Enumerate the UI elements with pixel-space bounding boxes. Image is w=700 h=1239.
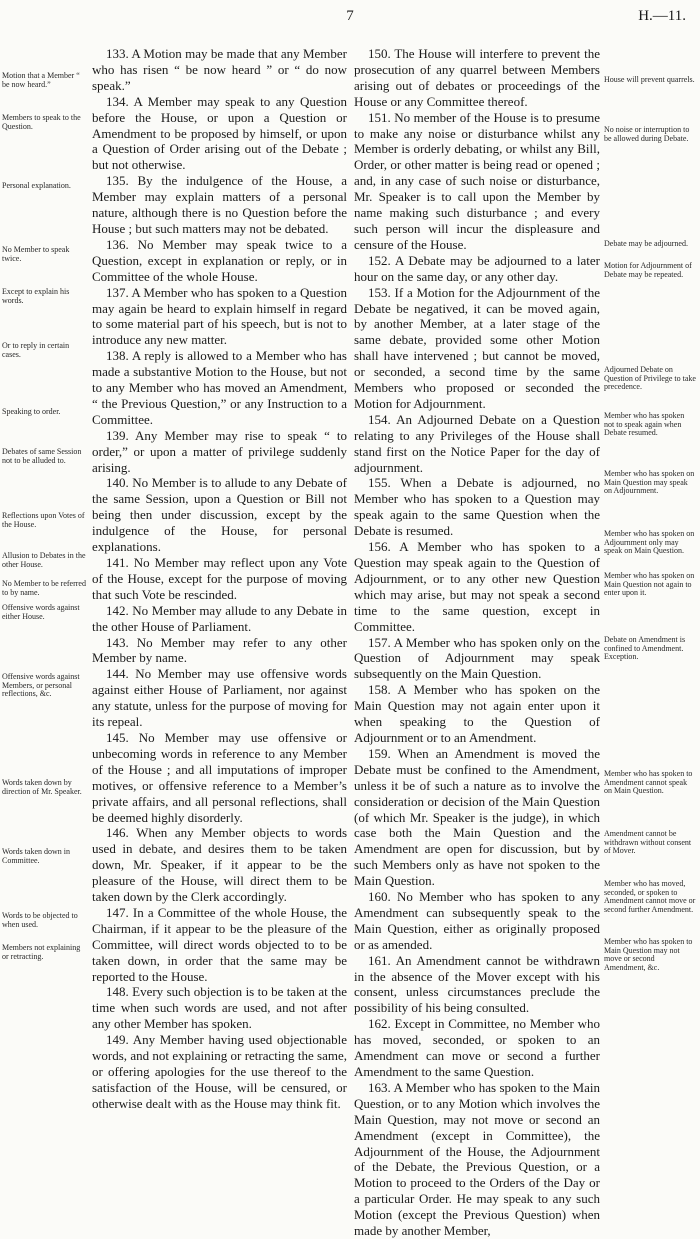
rule-163: 163. A Member who has spoken to the Main Question, or to any Motion which involves the Main Question, may not move or second an Amendment (except in Committee), the Adjournment of the House, the Adjournment of the Debate, the Previous Question, or a Motion to proceed to the Orders of the Day or a particular Order. He may speak to any such Motion (except the Previous Question) when made by another Member, — [354, 1079, 600, 1239]
rule-136: 136. No Member may speak twice to a Question, except in explanation or reply, or in Committee of the whole House. — [92, 236, 347, 284]
margin-note: Debate on Amendment is confined to Amendment. Exception. — [604, 635, 686, 662]
rule-157: 157. A Member who has spoken only on the Question of Adjournment may speak subsequently on the Main Question. — [354, 634, 600, 682]
margin-note: Member who has spoken to Main Question may not move or second Amendment, &c. — [604, 937, 693, 972]
rule-148: 148. Every such objection is to be taken at the time when such words are used, and not after any other Member has spoken. — [92, 984, 347, 1032]
margin-note: Members not explaining or retracting. — [2, 943, 81, 961]
left-column — [2, 46, 347, 1111]
rule-162: 162. Except in Committee, no Member who has moved, seconded, or spoken to an Amendment can move or second a further Amendment to the same Question. — [354, 1016, 600, 1079]
margin-note: Or to reply in certain cases. — [2, 341, 70, 359]
rule-156: 156. A Member who has spoken to a Question may speak again to the Question of Adjournment, or to any other new Question which may arise, but may not speak a second time to the same question, except in Committee. — [354, 539, 600, 634]
rule-134: 134. A Member may speak to any Question before the House, or upon a Question or Amendment to be proposed by himself, or upon a Question of Order arising out of the Debate ; but not otherwise. — [92, 93, 347, 173]
right-main-text — [354, 46, 600, 1239]
margin-note: Motion for Adjournment of Debate may be repeated. — [604, 261, 692, 279]
margin-note: Offensive words against either House. — [2, 603, 80, 621]
margin-note: No noise or interruption to be allowed during Debate. — [604, 125, 690, 143]
margin-note: No Member to speak twice. — [2, 245, 70, 263]
margin-note: Member who has moved, seconded, or spoken to Amendment cannot move or second further Amendment. — [604, 879, 696, 914]
rule-145: 145. No Member may use offensive or unbecoming words in reference to any Member of the House ; and all imputations of improper motives, or offensive reference to a Member’s private affairs, and all personal reflections, shall be deemed highly disorderly. — [92, 729, 347, 825]
rule-159: 159. When an Amendment is moved the Debate must be confined to the Amendment, unless it be of such a nature as to involve the consideration or decision of the Main Question (of which Mr. Speaker is the judge), in which case both the Main Question and the Amendment are open for discussion, but by such Members only as have not spoken to the Main Question. — [354, 745, 600, 889]
margin-note: Offensive words against Members, or personal reflections, &c. — [2, 672, 80, 699]
rule-154: 154. An Adjourned Debate on a Question relating to any Privileges of the House shall stand first on the Notice Paper for the day of adjournment. — [354, 411, 600, 475]
rule-161: 161. An Amendment cannot be withdrawn in the absence of the Mover except with his consent, unless circumstances preclude the possibility of his being consulted. — [354, 952, 600, 1016]
rule-160: 160. No Member who has spoken to any Amendment can subsequently speak to the Main Question, either as originally proposed or as amended. — [354, 889, 600, 952]
rule-135: 135. By the indulgence of the House, a Member may explain matters of a personal nature, although there is no Question before the House ; but such matters may not be debated. — [92, 173, 347, 236]
margin-note: Motion that a Member “ be now heard.” — [2, 71, 80, 89]
margin-note: House will prevent quarrels. — [604, 75, 695, 84]
margin-note: Adjourned Debate on Question of Privilege to take precedence. — [604, 365, 696, 392]
right-column — [354, 46, 696, 1239]
rule-138: 138. A reply is allowed to a Member who has made a substantive Motion to the House, but not to any Member who has moved an Amendment, “ the Previous Question,” or any Instruction to a Committee. — [92, 348, 347, 427]
rule-146: 146. When any Member objects to words used in debate, and desires them to be taken down, Mr. Speaker, if it appear to be the pleasure of the House, will direct them to be taken down by the Clerk accordingly. — [92, 825, 347, 905]
margin-note: Reflections upon Votes of the House. — [2, 511, 85, 529]
rule-147: 147. In a Committee of the whole House, the Chairman, if it appear to be the pleasure of the Committee, will direct words objected to to be taken down, in order that the same may be reported to the House. — [92, 904, 347, 984]
rule-149: 149. Any Member having used objectionable words, and not explaining or retracting the same, or offering apologies for the use thereof to the satisfaction of the House, will be censured, or otherwise dealt with as the House may think fit. — [92, 1032, 347, 1111]
rule-144: 144. No Member may use offensive words against either House of Parliament, nor against any statute, unless for the purpose of moving for its repeal. — [92, 666, 347, 730]
rule-141: 141. No Member may reflect upon any Vote of the House, except for the purpose of moving that such Vote be rescinded. — [92, 555, 347, 602]
rule-155: 155. When a Debate is adjourned, no Member who has spoken to a Question may speak again to the same Question when the Debate is resumed. — [354, 475, 600, 539]
rule-153: 153. If a Motion for the Adjournment of the Debate be negatived, it can be moved again, by another Member, at a later stage of the same debate, provided some other Motion shall have intervened ; but cannot be moved, or seconded, a second time by the same Members who proposed or seconded the Motion for Adjournment. — [354, 284, 600, 411]
rule-152: 152. A Debate may be adjourned to a later hour on the same day, or any other day. — [354, 252, 600, 284]
margin-note: No Member to be referred to by name. — [2, 579, 86, 597]
margin-note: Except to explain his words. — [2, 287, 70, 305]
margin-note: Debate may be adjourned. — [604, 239, 688, 248]
page-reference: H.—11. — [638, 8, 686, 24]
left-main-text — [92, 46, 347, 1112]
rule-140: 140. No Member is to allude to any Debate of the same Session, upon a Question or Bill not being then under discussion, except by the indulgence of the House, for personal explanations. — [92, 475, 347, 555]
rule-133: 133. A Motion may be made that any Member who has risen “ be now heard ” or “ do now speak.” — [92, 46, 347, 93]
margin-note: Words taken down in Committee. — [2, 847, 71, 865]
margin-note: Member who has spoken to Amendment cannot speak on Main Question. — [604, 769, 693, 796]
margin-note: Member who has spoken on Adjournment only may speak on Main Question. — [604, 529, 695, 556]
margin-note: Words to be objected to when used. — [2, 911, 78, 929]
margin-note: Member who has spoken on Main Question not again to enter upon it. — [604, 571, 695, 598]
margin-note: Debates of same Session not to be alluded to. — [2, 447, 82, 465]
rule-158: 158. A Member who has spoken on the Main Question may not again enter upon it when speaking to the Question of Adjournment or to an Amendment. — [354, 682, 600, 745]
rule-143: 143. No Member may refer to any other Member by name. — [92, 634, 347, 666]
rule-151: 151. No member of the House is to presume to make any noise or disturbance whilst any Member is orderly debating, or whilst any Bill, Order, or other matter is being read or opened ; and, in any case of such noise or disturbance, Mr. Speaker is to call upon the Member by name making such disturbance ; and every such person will incur the displeasure and censure of the House. — [354, 109, 600, 252]
margin-note: Allusion to Debates in the other House. — [2, 551, 86, 569]
rule-139: 139. Any Member may rise to speak “ to order,” or upon a matter of privilege suddenly arising. — [92, 427, 347, 475]
page-number: 7 — [346, 8, 354, 24]
rule-137: 137. A Member who has spoken to a Question may again be heard to explain himself in regard to some material part of his speech, but is not to introduce any new matter. — [92, 284, 347, 348]
margin-note: Words taken down by direction of Mr. Speaker. — [2, 778, 82, 796]
margin-note: Member who has spoken not to speak again when Debate resumed. — [604, 411, 685, 438]
rule-150: 150. The House will interfere to prevent the prosecution of any quarrel between Members arising out of debates or proceedings of the House or any Committee thereof. — [354, 46, 600, 109]
margin-note: Members to speak to the Question. — [2, 113, 81, 131]
margin-note: Personal explanation. — [2, 181, 71, 190]
margin-note: Amendment cannot be withdrawn without consent of Mover. — [604, 829, 692, 856]
margin-note: Speaking to order. — [2, 407, 61, 416]
margin-note: Member who has spoken on Main Question may speak on Adjournment. — [604, 469, 695, 496]
rule-142: 142. No Member may allude to any Debate in the other House of Parliament. — [92, 602, 347, 634]
